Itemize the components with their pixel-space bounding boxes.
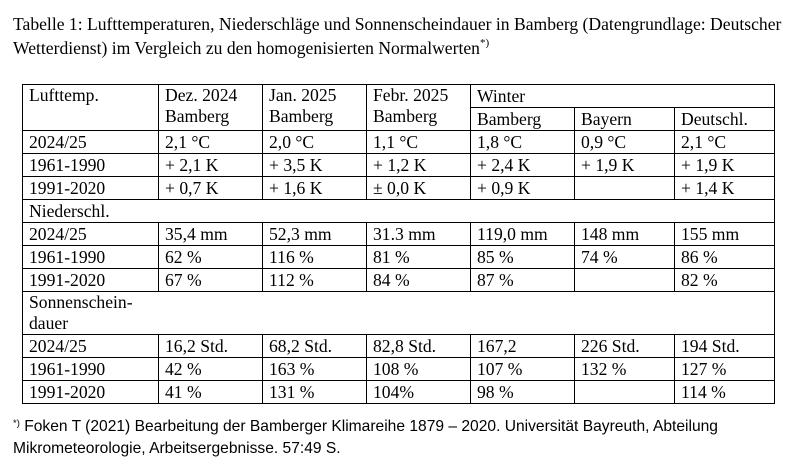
- header-feb-month: Febr. 2025: [373, 85, 449, 105]
- header-jan: [263, 85, 367, 131]
- section-label-sunshine-line1: Sonnenschein-: [29, 292, 133, 312]
- table-cell: 2,1 °C: [675, 131, 775, 154]
- subheader-bamberg: Bamberg: [471, 108, 575, 131]
- table-cell: [575, 177, 675, 200]
- table-cell: 31.3 mm: [367, 223, 471, 246]
- table-cell: 127 %: [675, 358, 775, 381]
- table-cell: 35,4 mm: [159, 223, 263, 246]
- header-dec-location: Bamberg: [165, 106, 230, 126]
- subheader-bayern: Bayern: [575, 108, 675, 131]
- table-cell: 84 %: [367, 269, 471, 292]
- header-dec-month: Dez. 2024: [165, 85, 238, 105]
- footnote-text: Foken T (2021) Bearbeitung der Bamberger Klimareihe 1879 – 2020. Universität Bayreuth, Abteilung Mikrometeorologie, Arbeitsergebnisse. 57:49 S.: [13, 418, 718, 457]
- footnote: [13, 416, 788, 460]
- row-label: 1961-1990: [23, 246, 159, 269]
- section-fill: [159, 292, 775, 335]
- table-cell: + 3,5 K: [263, 154, 367, 177]
- subheader-deutschland: Deutschl.: [675, 108, 775, 131]
- row-label: 2024/25: [23, 131, 159, 154]
- table-cell: 1,8 °C: [471, 131, 575, 154]
- row-label: 1991-2020: [23, 177, 159, 200]
- table-cell: 81 %: [367, 246, 471, 269]
- table-row: [23, 177, 775, 200]
- table-cell: 167,2: [471, 335, 575, 358]
- row-label: 2024/25: [23, 223, 159, 246]
- header-winter: Winter: [471, 85, 775, 108]
- table-cell: 85 %: [471, 246, 575, 269]
- table-row: [23, 246, 775, 269]
- table-cell: 104%: [367, 381, 471, 404]
- header-jan-location: Bamberg: [269, 106, 334, 126]
- row-label: 1991-2020: [23, 269, 159, 292]
- table-cell: 148 mm: [575, 223, 675, 246]
- section-row-precipitation: [23, 200, 775, 223]
- table-row: [23, 269, 775, 292]
- table-cell: 132 %: [575, 358, 675, 381]
- table-cell: 194 Std.: [675, 335, 775, 358]
- table-row: [23, 358, 775, 381]
- table-cell: 2,0 °C: [263, 131, 367, 154]
- table-cell: 82 %: [675, 269, 775, 292]
- table-cell: + 0,7 K: [159, 177, 263, 200]
- table-cell: 163 %: [263, 358, 367, 381]
- header-jan-month: Jan. 2025: [269, 85, 337, 105]
- table-cell: 107 %: [471, 358, 575, 381]
- caption-footnote-marker: *): [479, 37, 490, 49]
- header-dec: [159, 85, 263, 131]
- table-row: [23, 381, 775, 404]
- table-cell: + 1,6 K: [263, 177, 367, 200]
- section-row-sunshine: [23, 292, 775, 335]
- header-row-1: [23, 85, 775, 108]
- corner-header: Lufttemp.: [23, 85, 159, 131]
- table-cell: + 2,1 K: [159, 154, 263, 177]
- table-cell: 67 %: [159, 269, 263, 292]
- table-row: [23, 154, 775, 177]
- table-cell: 82,8 Std.: [367, 335, 471, 358]
- section-fill: [159, 200, 775, 223]
- table-cell: + 2,4 K: [471, 154, 575, 177]
- section-label-sunshine-line2: dauer: [29, 313, 69, 333]
- table-cell: 98 %: [471, 381, 575, 404]
- table-cell: 119,0 mm: [471, 223, 575, 246]
- table-cell: 42 %: [159, 358, 263, 381]
- table-cell: 1,1 °C: [367, 131, 471, 154]
- table-cell: 16,2 Std.: [159, 335, 263, 358]
- table-row: [23, 223, 775, 246]
- table-cell: + 1,9 K: [575, 154, 675, 177]
- table-cell: 131 %: [263, 381, 367, 404]
- table-cell: 0,9 °C: [575, 131, 675, 154]
- table-cell: 87 %: [471, 269, 575, 292]
- table-row: [23, 131, 775, 154]
- row-label: 1961-1990: [23, 154, 159, 177]
- table-cell: + 1,9 K: [675, 154, 775, 177]
- table-cell: + 0,9 K: [471, 177, 575, 200]
- table-cell: + 1,4 K: [675, 177, 775, 200]
- climate-table: [22, 84, 775, 404]
- table-cell: 112 %: [263, 269, 367, 292]
- section-label-precipitation: Niederschl.: [23, 200, 159, 223]
- table-cell: 2,1 °C: [159, 131, 263, 154]
- row-label: 1961-1990: [23, 358, 159, 381]
- table-cell: + 1,2 K: [367, 154, 471, 177]
- table-cell: [575, 269, 675, 292]
- header-feb: [367, 85, 471, 131]
- table-cell: [575, 381, 675, 404]
- section-label-sunshine: [23, 292, 159, 335]
- table-cell: ± 0,0 K: [367, 177, 471, 200]
- row-label: 2024/25: [23, 335, 159, 358]
- header-feb-location: Bamberg: [373, 106, 438, 126]
- table-cell: 41 %: [159, 381, 263, 404]
- table-cell: 86 %: [675, 246, 775, 269]
- table-cell: 114 %: [675, 381, 775, 404]
- table-cell: 62 %: [159, 246, 263, 269]
- table-row: [23, 335, 775, 358]
- table-cell: 155 mm: [675, 223, 775, 246]
- table-cell: 226 Std.: [575, 335, 675, 358]
- footnote-marker: *): [13, 418, 20, 429]
- table-cell: 116 %: [263, 246, 367, 269]
- caption-text: Tabelle 1: Lufttemperaturen, Niederschläge und Sonnenscheindauer in Bamberg (Datengrundlage: Deutscher Wetterdienst) im Vergleich zu den homogenisierten Normalwerten: [13, 14, 782, 58]
- table-cell: 74 %: [575, 246, 675, 269]
- table-cell: 52,3 mm: [263, 223, 367, 246]
- table-cell: 68,2 Std.: [263, 335, 367, 358]
- table-caption: [13, 12, 783, 60]
- row-label: 1991-2020: [23, 381, 159, 404]
- table-cell: 108 %: [367, 358, 471, 381]
